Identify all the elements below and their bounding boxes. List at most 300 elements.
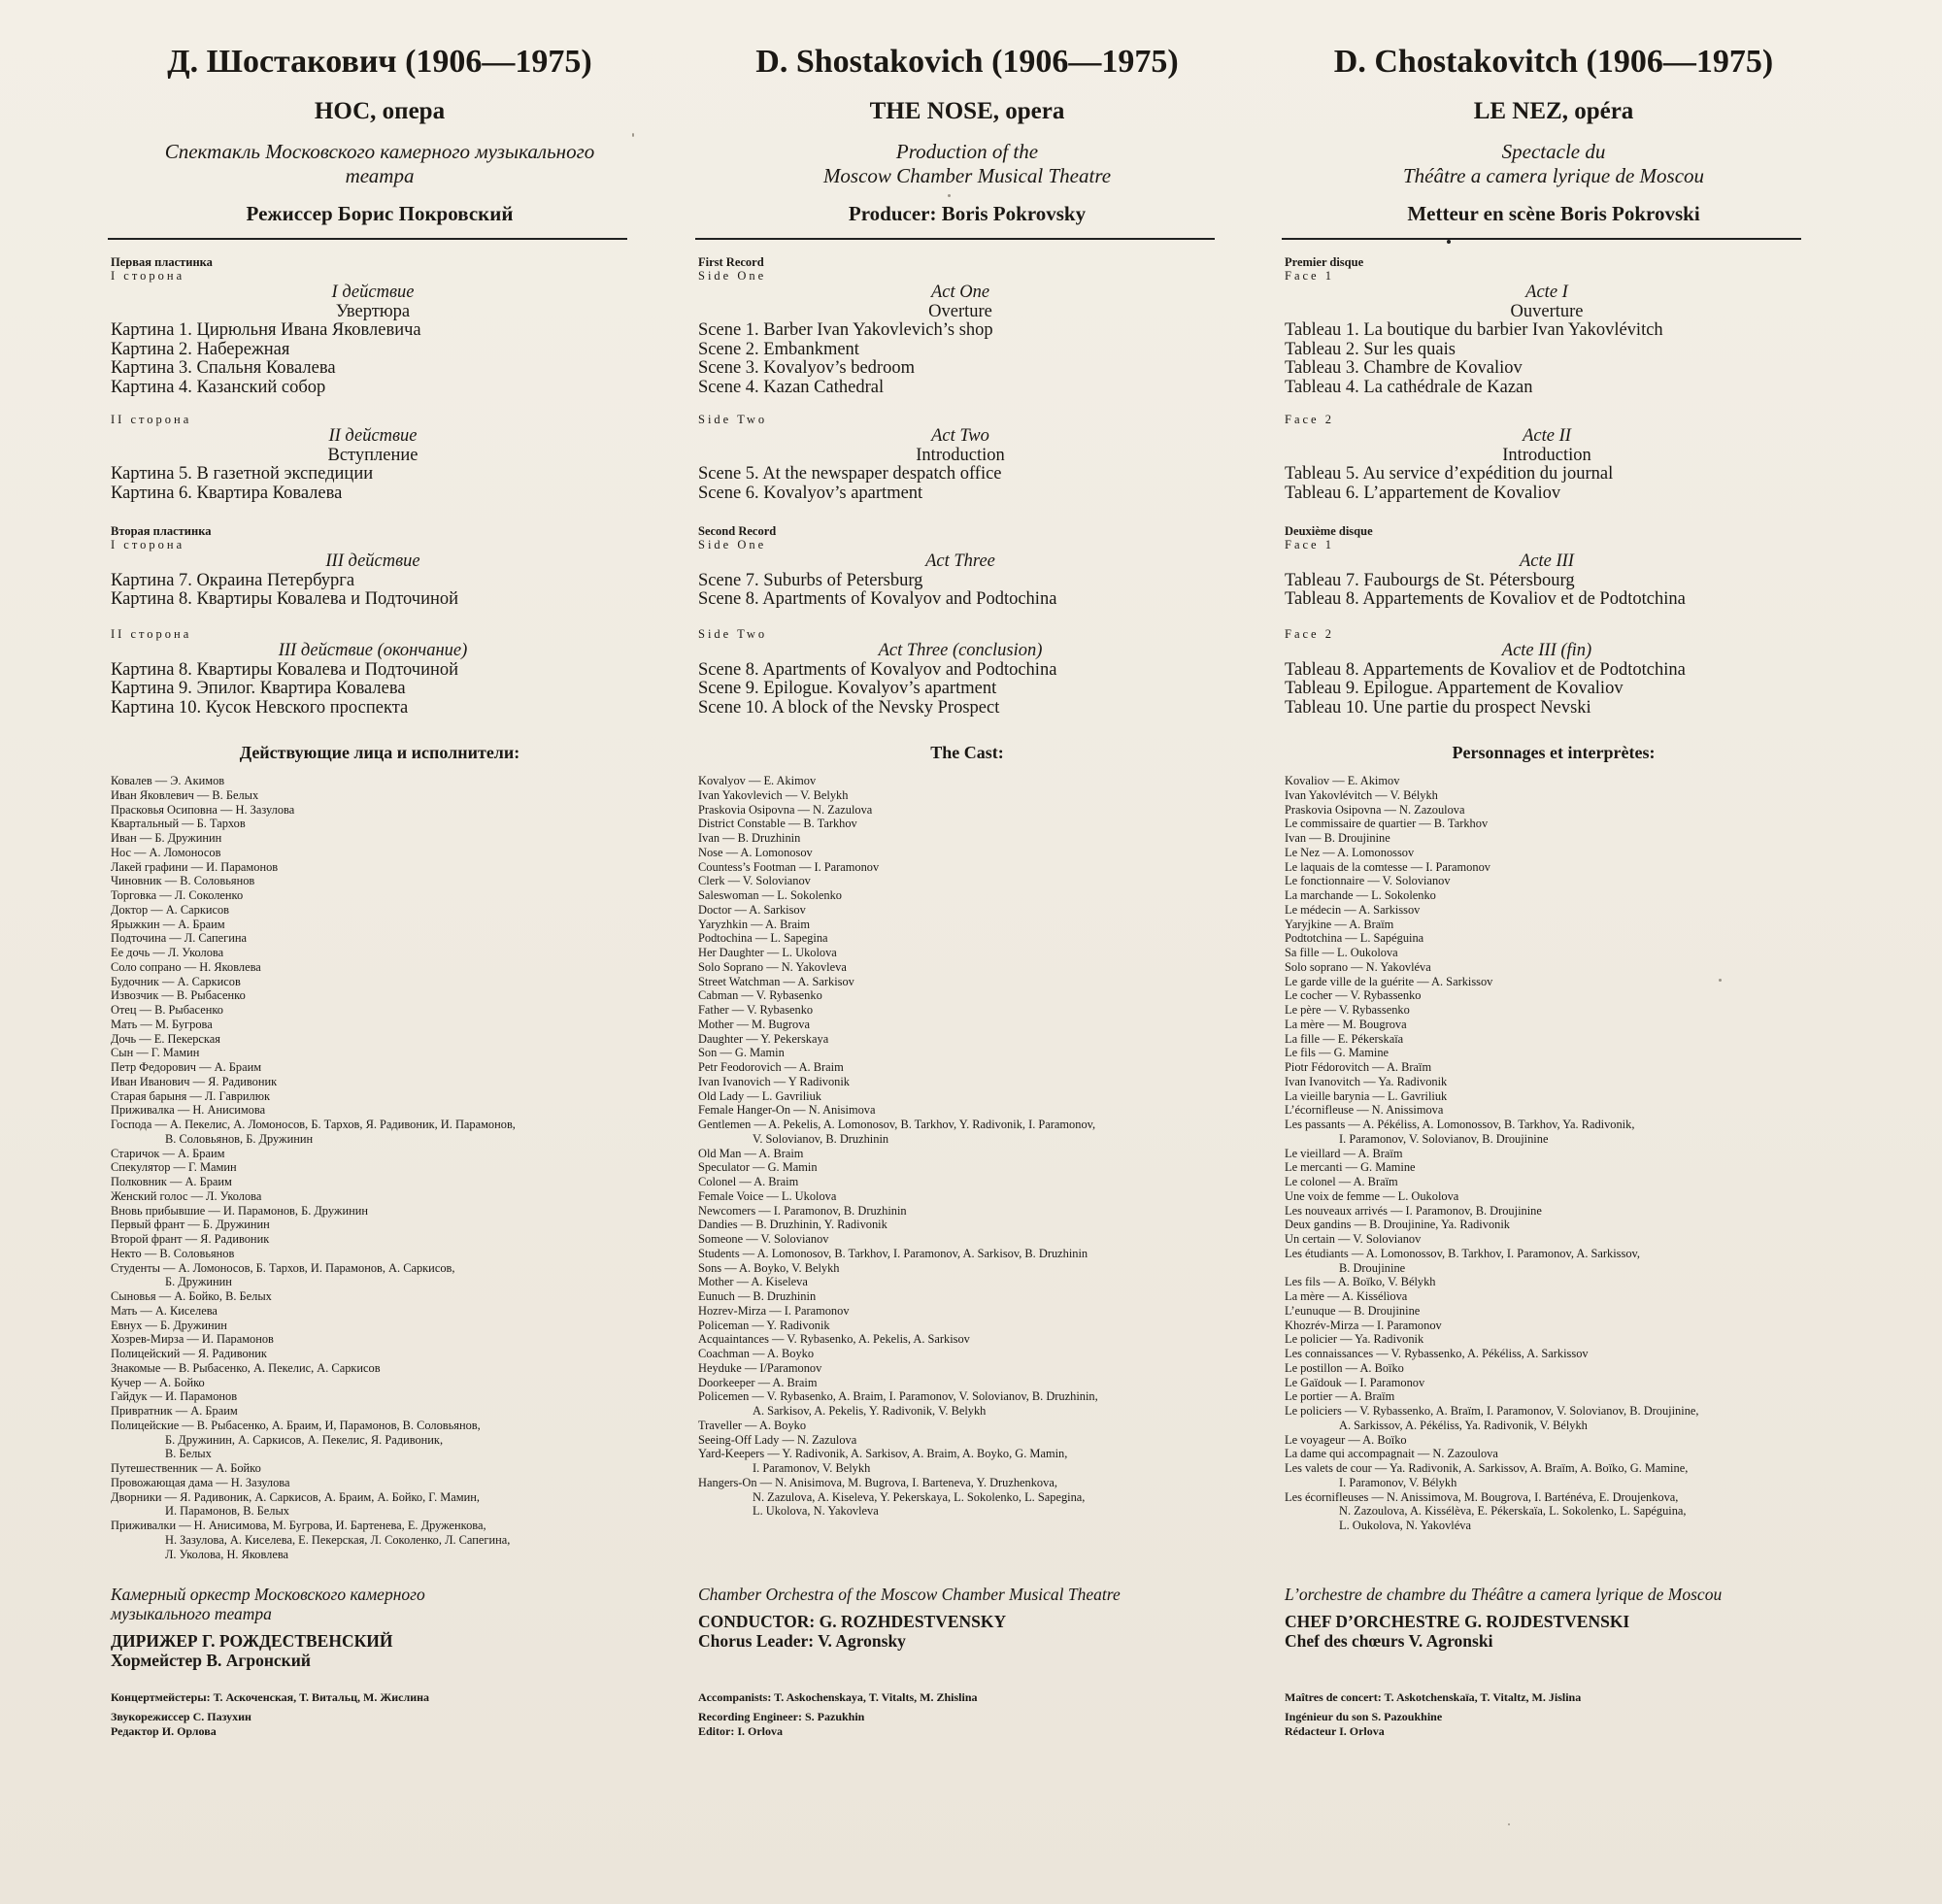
cast-entry: Sons — A. Boyko, V. Belykh	[698, 1260, 840, 1275]
cast-entry: Les connaissances — V. Rybassenko, A. Pékéliss, A. Sarkissov	[1285, 1347, 1589, 1360]
cast-entry: Students — A. Lomonosov, B. Tarkhov, I. Paramonov, A. Sarkisov, B. Druzhinin	[698, 1246, 1088, 1260]
cast-entry: Gentlemen — A. Pekelis, A. Lomonosov, B. Tarkhov, Y. Radivonik, I. Paramonov,	[698, 1118, 1096, 1131]
production-line: театра	[345, 164, 415, 187]
act-title: III действие	[325, 551, 420, 571]
cast-entry: Le colonel — A. Braïm	[1285, 1175, 1398, 1188]
cast-entry: Father — V. Rybasenko	[698, 1003, 814, 1017]
scene-list	[698, 661, 1222, 718]
record-two-side-two	[1285, 627, 1809, 718]
side-label: I сторона	[111, 538, 185, 551]
side-label: II сторона	[111, 627, 192, 641]
scene-entry: Картина 6. Квартира Ковалева	[111, 483, 343, 503]
cast-entry-continuation: В. Белых	[165, 1447, 212, 1461]
scene-entry: Scene 8. Apartments of Kovalyov and Podtochina	[698, 659, 1057, 680]
composer-heading: D. Chostakovitch (1906—1975)	[1333, 44, 1774, 80]
paper-speck	[1508, 1823, 1510, 1825]
cast-entry-continuation: V. Solovianov, B. Druzhinin	[753, 1131, 889, 1146]
scene-entry: Картина 7. Окраина Петербурга	[111, 570, 355, 590]
scene-entry: Tableau 6. L’appartement de Kovaliov	[1285, 483, 1561, 503]
record-one-side-one	[698, 255, 1222, 398]
cast-list	[111, 774, 654, 1561]
director-credit: Metteur en scène Boris Pokrovski	[1407, 202, 1700, 225]
orchestra-credits	[111, 1585, 654, 1670]
side-label: Side One	[698, 538, 767, 551]
cast-entry: Daughter — Y. Pekerskaya	[698, 1031, 829, 1046]
cast-entry: Eunuch — B. Druzhinin	[698, 1289, 817, 1303]
paper-speck	[1719, 979, 1722, 982]
act-subtitle: Introduction	[916, 445, 1005, 465]
scene-entry: Tableau 1. La boutique du barbier Ivan Yakovlévitch	[1285, 320, 1663, 341]
cast-heading: The Cast:	[930, 743, 1004, 762]
engineer-credit: Звукорежиссер С. Пазухин	[111, 1710, 251, 1723]
cast-entry: Второй франт — Я. Радивоник	[111, 1232, 270, 1246]
orchestra-name	[698, 1585, 1242, 1604]
cast-entry: Mother — A. Kiseleva	[698, 1275, 808, 1289]
cast-entry: District Constable — B. Tarkhov	[698, 817, 857, 831]
cast-entry: Дворники — Я. Радивоник, А. Саркисов, А. Браим, А. Бойко, Г. Мамин,	[111, 1489, 480, 1504]
scene-list	[111, 572, 635, 610]
act-subtitle: Introduction	[1502, 445, 1591, 465]
cast-entry: Будочник — А. Саркисов	[111, 974, 241, 988]
cast-entry: L’écornifleuse — N. Anissimova	[1285, 1103, 1444, 1118]
orchestra-line: Chamber Orchestra of the Moscow Chamber Musical Theatre	[698, 1585, 1121, 1604]
scene-entry: Tableau 9. Epilogue. Appartement de Kovaliov	[1285, 679, 1624, 699]
opera-title: НОС, опера	[314, 98, 446, 124]
scene-entry: Scene 3. Kovalyov’s bedroom	[698, 358, 915, 379]
cast-entry: Heyduke — I/Paramonov	[698, 1360, 822, 1375]
cast-entry: Мать — А. Киселева	[111, 1303, 218, 1318]
scene-entry: Картина 5. В газетной экспедиции	[111, 464, 374, 484]
cast-entry: Ivan — B. Druzhinin	[698, 831, 801, 845]
scene-entry: Tableau 10. Une partie du prospect Nevski	[1285, 697, 1591, 718]
cast-entry: Le postillon — A. Boïko	[1285, 1360, 1404, 1375]
record-label: Premier disque	[1285, 255, 1364, 269]
cast-entry: Ivan Ivanovich — Y Radivonik	[698, 1074, 850, 1088]
cast-entry-continuation: В. Соловьянов, Б. Дружинин	[165, 1131, 314, 1146]
cast-entry: Женский голос — Л. Уколова	[111, 1188, 262, 1203]
cast-heading: Действующие лица и исполнители:	[239, 743, 520, 762]
cast-entry: Le voyageur — A. Boïko	[1285, 1432, 1407, 1447]
cast-entry: Le laquais de la comtesse — I. Paramonov	[1285, 859, 1490, 874]
cast-entry: Speculator — G. Mamin	[698, 1160, 818, 1175]
cast-entry: Чиновник — В. Соловьянов	[111, 874, 255, 888]
cast-entry: La fille — E. Pékerskaïa	[1285, 1031, 1404, 1046]
side-label: Side Two	[698, 413, 768, 426]
act-title: Acte I	[1525, 283, 1568, 302]
scene-entry: Scene 4. Kazan Cathedral	[698, 377, 885, 397]
scene-entry: Tableau 3. Chambre de Kovaliov	[1285, 358, 1523, 379]
act-title: III действие (окончание)	[278, 641, 468, 660]
cast-entry: Colonel — A. Braim	[698, 1175, 799, 1188]
cast-entry: Les valets de cour — Ya. Radivonik, A. Sarkissov, A. Braïm, A. Boïko, G. Mamine,	[1285, 1461, 1689, 1475]
cast-entry: Евнух — Б. Дружинин	[111, 1318, 227, 1332]
technical-credits	[1285, 1690, 1828, 1739]
scene-list	[111, 465, 635, 503]
scene-entry: Scene 1. Barber Ivan Yakovlevich’s shop	[698, 320, 993, 341]
composer-heading: Д. Шостакович (1906—1975)	[167, 44, 592, 80]
scene-entry: Scene 6. Kovalyov’s apartment	[698, 483, 923, 503]
cast-entry: Отец — В. Рыбасенко	[111, 1003, 223, 1017]
production-line: Théâtre a camera lyrique de Moscou	[1402, 164, 1705, 187]
cast-entry: Le policier — Ya. Radivonik	[1285, 1332, 1424, 1347]
paper-speck	[632, 133, 634, 137]
cast-entry: Иван Яковлевич — В. Белых	[111, 787, 259, 802]
record-two-side-two	[111, 627, 635, 718]
scene-list	[111, 661, 635, 718]
side-label: Face 1	[1285, 269, 1334, 283]
cast-entry-continuation: Б. Дружинин	[165, 1275, 232, 1289]
cast-entry: Дочь — Е. Пекерская	[111, 1031, 220, 1046]
cast-entry: Ivan — B. Droujinine	[1285, 831, 1390, 845]
cast-list	[1285, 774, 1828, 1533]
editor-credit: Редактор И. Орлова	[111, 1724, 217, 1738]
cast-entry: Le Nez — A. Lomonossov	[1285, 845, 1415, 859]
cast-entry: L’eunuque — B. Droujinine	[1285, 1303, 1421, 1318]
cast-entry: Doorkeeper — A. Braim	[698, 1375, 818, 1389]
record-one-side-one	[1285, 255, 1809, 398]
record-two-side-one	[698, 524, 1222, 610]
cast-entry: Извозчик — В. Рыбасенко	[111, 988, 246, 1003]
technical-credits	[111, 1690, 654, 1739]
orchestra-name	[1285, 1585, 1828, 1604]
record-label: Вторая пластинка	[111, 524, 212, 538]
cast-entry: Les étudiants — A. Lomonossov, B. Tarkhov, I. Paramonov, A. Sarkissov,	[1285, 1246, 1641, 1260]
cast-entry: Nose — A. Lomonosov	[698, 845, 813, 859]
cast-entry: Полковник — А. Браим	[111, 1175, 232, 1188]
cast-entry-continuation: L. Ukolova, N. Yakovleva	[753, 1504, 879, 1519]
act-subtitle: Увертюра	[335, 301, 411, 321]
cast-entry: Old Lady — L. Gavriliuk	[698, 1088, 821, 1103]
cast-entry: Мать — М. Бугрова	[111, 1017, 213, 1031]
scene-entry: Картина 8. Квартиры Ковалева и Подточиной	[111, 589, 459, 610]
cast-entry: Old Man — A. Braim	[698, 1146, 804, 1160]
cast-entry: Une voix de femme — L. Oukolova	[1285, 1188, 1459, 1203]
cast-entry: Deux gandins — B. Droujinine, Ya. Radivonik	[1285, 1218, 1510, 1232]
record-two-side-one	[111, 524, 635, 610]
scene-list	[1285, 321, 1809, 397]
scene-entry: Картина 3. Спальня Ковалева	[111, 358, 336, 379]
scene-list	[698, 572, 1222, 610]
cast-entry: Sa fille — L. Oukolova	[1285, 946, 1398, 959]
cast-entry: Street Watchman — A. Sarkisov	[698, 974, 854, 988]
accompanists-credit: Accompanists: T. Askochenskaya, T. Vitalts, M. Zhislina	[698, 1690, 978, 1704]
scene-entry: Картина 9. Эпилог. Квартира Ковалева	[111, 679, 406, 699]
cast-entry: Ковалев — Э. Акимов	[111, 774, 225, 787]
record-two-side-one	[1285, 524, 1809, 610]
record-two-side-two	[698, 627, 1222, 718]
cast-entry-continuation: N. Zazulova, A. Kiseleva, Y. Pekerskaya, L. Sokolenko, L. Sapegina,	[753, 1489, 1086, 1504]
scene-entry: Tableau 5. Au service d’expédition du journal	[1285, 464, 1614, 484]
engineer-credit: Ingénieur du son S. Pazoukhine	[1285, 1710, 1443, 1723]
cast-entry: Первый франт — Б. Дружинин	[111, 1218, 270, 1232]
column-french	[1282, 0, 1825, 1904]
conductor-credit: CHEF D’ORCHESTRE G. ROJDESTVENSKI	[1285, 1612, 1630, 1631]
cast-entry: Полицейские — В. Рыбасенко, А. Браим, И, Парамонов, В. Соловьянов,	[111, 1418, 481, 1432]
cast-entry: Praskovia Osipovna — N. Zazulova	[698, 802, 873, 817]
side-label: Side Two	[698, 627, 768, 641]
cast-entry: Le fonctionnaire — V. Solovianov	[1285, 874, 1451, 888]
scene-list	[1285, 661, 1809, 718]
cast-entry: Acquaintances — V. Rybasenko, A. Pekelis, A. Sarkisov	[698, 1332, 970, 1347]
act-title: Act Two	[931, 426, 989, 446]
column-russian	[108, 0, 652, 1904]
production-note	[695, 140, 1239, 188]
cast-entry: Someone — V. Solovianov	[698, 1232, 829, 1246]
cast-entry-continuation: N. Zazoulova, A. Kissélèva, E. Pékerskaïa, L. Sokolenko, L. Sapéguina,	[1339, 1504, 1687, 1519]
accompanists-credit: Концертмейстеры: Т. Аскоченская, Т. Витальц, М. Жислина	[111, 1690, 430, 1704]
cast-entry: Hangers-On — N. Anisimova, M. Bugrova, I. Barteneva, Y. Druzhenkova,	[698, 1475, 1057, 1489]
orchestra-name	[111, 1585, 654, 1623]
cast-entry: Полицейский — Я. Радивоник	[111, 1347, 267, 1360]
cast-entry: Le mercanti — G. Mamine	[1285, 1160, 1416, 1175]
orchestra-credits	[1285, 1585, 1828, 1651]
cast-entry: Ярыжкин — А. Браим	[111, 917, 225, 931]
cast-entry: Le commissaire de quartier — B. Tarkhov	[1285, 817, 1489, 831]
record-one-side-one	[111, 255, 635, 398]
cast-entry: Piotr Fédorovitch — A. Braïm	[1285, 1060, 1432, 1074]
cast-entry: Le policiers — V. Rybassenko, A. Braïm, I. Paramonov, V. Solovianov, B. Droujinine,	[1285, 1404, 1699, 1418]
cast-entry: Приживалки — Н. Анисимова, М. Бугрова, И. Бартенева, Е. Друженкова,	[111, 1519, 486, 1532]
cast-entry: La vieille barynia — L. Gavriliuk	[1285, 1088, 1448, 1103]
cast-entry: Привратник — А. Браим	[111, 1404, 238, 1418]
divider-rule	[1282, 238, 1801, 240]
act-title: Act Three	[925, 551, 995, 571]
cast-entry: Female Voice — L. Ukolova	[698, 1188, 837, 1203]
side-label: Side One	[698, 269, 767, 283]
scene-list	[698, 321, 1222, 397]
side-label: I сторона	[111, 269, 185, 283]
cast-entry: Знакомые — В. Рыбасенко, А. Пекелис, А. Саркисов	[111, 1360, 381, 1375]
divider-rule	[695, 238, 1215, 240]
scene-entry: Картина 10. Кусок Невского проспекта	[111, 697, 409, 718]
cast-entry: La dame qui accompagnait — N. Zazoulova	[1285, 1447, 1498, 1461]
act-title: Acte III (fin)	[1501, 641, 1592, 660]
cast-entry: Khozrév-Mirza — I. Paramonov	[1285, 1318, 1442, 1332]
cast-entry: Ее дочь — Л. Уколова	[111, 946, 224, 959]
cast-entry: Гайдук — И. Парамонов	[111, 1389, 238, 1404]
scene-entry: Картина 2. Набережная	[111, 339, 290, 359]
director-credit: Режиссер Борис Покровский	[246, 202, 514, 225]
cast-entry: Студенты — А. Ломоносов, Б. Тархов, И. Парамонов, А. Саркисов,	[111, 1260, 455, 1275]
cast-entry-continuation: L. Oukolova, N. Yakovléva	[1339, 1519, 1471, 1532]
record-label: Первая пластинка	[111, 255, 213, 269]
cast-entry: Прасковья Осиповна — Н. Зазулова	[111, 802, 295, 817]
scene-list	[1285, 465, 1809, 503]
cast-heading: Personnages et interprètes:	[1452, 743, 1656, 762]
cast-entry: Торговка — Л. Соколенко	[111, 888, 244, 902]
act-title: II действие	[328, 426, 418, 446]
production-line: Moscow Chamber Musical Theatre	[822, 164, 1112, 187]
cast-entry: Policemen — V. Rybasenko, A. Braim, I. Paramonov, V. Solovianov, B. Druzhinin,	[698, 1389, 1098, 1404]
cast-entry: Приживалка — Н. Анисимова	[111, 1103, 266, 1118]
record-label: First Record	[698, 255, 764, 269]
cast-entry-continuation: I. Paramonov, V. Bélykh	[1339, 1475, 1457, 1489]
cast-entry: Сын — Г. Мамин	[111, 1046, 200, 1060]
record-one-side-two	[111, 413, 635, 503]
cast-entry: Podtochina — L. Sapegina	[698, 931, 828, 946]
cast-entry: Doctor — A. Sarkisov	[698, 902, 806, 917]
cast-entry: Провожающая дама — Н. Зазулова	[111, 1475, 290, 1489]
divider-rule	[108, 238, 627, 240]
cast-entry: Les écornifleuses — N. Anissimova, M. Bougrova, I. Barténéva, E. Droujenkova,	[1285, 1489, 1679, 1504]
scene-entry: Tableau 2. Sur les quais	[1285, 339, 1456, 359]
cast-entry: Хозрев-Мирза — И. Парамонов	[111, 1332, 274, 1347]
cast-entry: Ivan Ivanovitch — Ya. Radivonik	[1285, 1074, 1448, 1088]
cast-entry: Соло сопрано — Н. Яковлева	[111, 959, 261, 974]
cast-entry: Нос — А. Ломоносов	[111, 845, 221, 859]
orchestra-line: Камерный оркестр Московского камерного	[111, 1585, 425, 1604]
cast-entry: Seeing-Off Lady — N. Zazulova	[698, 1432, 857, 1447]
act-title: Act Three (conclusion)	[878, 641, 1043, 660]
cast-entry: Le père — V. Rybassenko	[1285, 1003, 1410, 1017]
cast-entry: Подточина — Л. Сапегина	[111, 931, 247, 946]
record-label: Deuxième disque	[1285, 524, 1373, 538]
record-one-side-two	[698, 413, 1222, 503]
cast-entry: Countess’s Footman — I. Paramonov	[698, 859, 880, 874]
chorus-credit: Chef des chœurs V. Agronski	[1285, 1631, 1493, 1651]
cast-entry: Solo Soprano — N. Yakovleva	[698, 959, 847, 974]
opera-title: THE NOSE, opera	[869, 98, 1065, 124]
cast-entry: Yard-Keepers — Y. Radivonik, A. Sarkisov, A. Braim, A. Boyko, G. Mamin,	[698, 1447, 1068, 1461]
cast-entry-continuation: Б. Дружинин, А. Саркисов, А. Пекелис, Я. Радивоник,	[165, 1432, 444, 1447]
cast-entry: Podtotchina — L. Sapéguina	[1285, 931, 1424, 946]
cast-entry-continuation: И. Парамонов, В. Белых	[165, 1504, 289, 1519]
scene-list	[1285, 572, 1809, 610]
scene-entry: Scene 9. Epilogue. Kovalyov’s apartment	[698, 679, 997, 699]
cast-entry-continuation: A. Sarkisov, A. Pekelis, Y. Radivonik, V. Belykh	[753, 1404, 987, 1418]
cast-entry: Solo soprano — N. Yakovléva	[1285, 959, 1431, 974]
cast-entry: Сыновья — А. Бойко, В. Белых	[111, 1289, 272, 1303]
cast-entry-continuation: Л. Уколова, Н. Яковлева	[165, 1547, 289, 1561]
production-note	[108, 140, 652, 188]
editor-credit: Rédacteur I. Orlova	[1285, 1724, 1385, 1738]
technical-credits	[698, 1690, 1242, 1739]
cast-entry: Иван — Б. Дружинин	[111, 831, 222, 845]
cast-entry: Yaryzhkin — A. Braim	[698, 917, 811, 931]
act-title: Act One	[930, 283, 990, 302]
act-title: Acte II	[1523, 426, 1571, 446]
orchestra-line: музыкального театра	[111, 1604, 272, 1623]
production-note	[1282, 140, 1825, 188]
cast-entry-continuation: Н. Зазулова, А. Киселева, Е. Пекерская, Л. Соколенко, Л. Сапегина,	[165, 1532, 511, 1547]
cast-list	[698, 774, 1242, 1519]
cast-entry: Dandies — B. Druzhinin, Y. Radivonik	[698, 1218, 887, 1232]
paper-speck	[1447, 240, 1451, 244]
cast-entry: Господа — А. Пекелис, А. Ломоносов, Б. Тархов, Я. Радивоник, И. Парамонов,	[111, 1118, 516, 1131]
cast-entry: Доктор — А. Саркисов	[111, 902, 230, 917]
side-label: Face 2	[1285, 627, 1334, 641]
scene-entry: Scene 5. At the newspaper despatch office	[698, 464, 1002, 484]
editor-credit: Editor: I. Orlova	[698, 1724, 783, 1738]
cast-entry: La marchande — L. Sokolenko	[1285, 888, 1436, 902]
scene-entry: Scene 8. Apartments of Kovalyov and Podtochina	[698, 589, 1057, 610]
scene-entry: Tableau 7. Faubourgs de St. Pétersbourg	[1285, 570, 1575, 590]
cast-entry: Saleswoman — L. Sokolenko	[698, 888, 842, 902]
cast-entry: Female Hanger-On — N. Anisimova	[698, 1103, 876, 1118]
scene-entry: Tableau 4. La cathédrale de Kazan	[1285, 377, 1533, 397]
composer-heading: D. Shostakovich (1906—1975)	[755, 44, 1179, 80]
cast-entry: Ivan Yakovlévitch — V. Bélykh	[1285, 787, 1438, 802]
cast-entry: Newcomers — I. Paramonov, B. Druzhinin	[698, 1203, 907, 1218]
cast-entry: Son — G. Mamin	[698, 1046, 785, 1060]
chorus-credit: Chorus Leader: V. Agronsky	[698, 1631, 906, 1651]
accompanists-credit: Maîtres de concert: T. Askotchenskaïa, T. Vitaltz, M. Jislina	[1285, 1690, 1582, 1704]
record-label: Second Record	[698, 524, 777, 538]
scene-entry: Картина 1. Цирюльня Ивана Яковлевича	[111, 320, 421, 341]
cast-entry-continuation: A. Sarkissov, A. Pékéliss, Ya. Radivonik, V. Bélykh	[1339, 1418, 1588, 1432]
opera-title: LE NEZ, opéra	[1473, 98, 1634, 124]
cast-entry: Иван Иванович — Я. Радивоник	[111, 1074, 278, 1088]
act-subtitle: Вступление	[327, 445, 419, 465]
production-line: Production of the	[895, 140, 1039, 163]
cast-entry: Les nouveaux arrivés — I. Paramonov, B. Droujinine	[1285, 1203, 1542, 1218]
cast-entry: Policeman — Y. Radivonik	[698, 1318, 830, 1332]
act-title: I действие	[331, 283, 415, 302]
column-english	[695, 0, 1239, 1904]
cast-entry: Старая барыня — Л. Гаврилюк	[111, 1088, 270, 1103]
scene-list	[698, 465, 1222, 503]
scene-entry: Scene 2. Embankment	[698, 339, 859, 359]
cast-entry: Некто — В. Соловьянов	[111, 1246, 235, 1260]
cast-entry: Квартальный — Б. Тархов	[111, 817, 246, 831]
cast-entry: Le portier — A. Braïm	[1285, 1389, 1395, 1404]
cast-entry: Kovalyov — E. Akimov	[698, 774, 817, 787]
cast-entry: Le Gaïdouk — I. Paramonov	[1285, 1375, 1425, 1389]
scene-entry: Scene 10. A block of the Nevsky Prospect	[698, 697, 1000, 718]
act-subtitle: Overture	[928, 301, 992, 321]
scene-entry: Картина 4. Казанский собор	[111, 377, 326, 397]
cast-entry: Petr Feodorovich — A. Braim	[698, 1060, 844, 1074]
cast-entry: Путешественник — А. Бойко	[111, 1461, 261, 1475]
cast-entry: Clerk — V. Solovianov	[698, 874, 811, 888]
scene-entry: Tableau 8. Appartements de Kovaliov et de Podtotchina	[1285, 659, 1686, 680]
cast-entry: Ivan Yakovlevich — V. Belykh	[698, 787, 849, 802]
cast-entry-continuation: I. Paramonov, V. Solovianov, B. Droujinine	[1339, 1131, 1549, 1146]
cast-entry: Старичок — А. Браим	[111, 1146, 225, 1160]
cast-entry-continuation: I. Paramonov, V. Belykh	[753, 1461, 871, 1475]
side-label: Face 1	[1285, 538, 1334, 551]
cast-entry: Traveller — A. Boyko	[698, 1418, 807, 1432]
cast-entry: Her Daughter — L. Ukolova	[698, 946, 837, 959]
cast-entry: Le médecin — A. Sarkissov	[1285, 902, 1421, 917]
cast-entry: Лакей графини — И. Парамонов	[111, 859, 279, 874]
cast-entry: Un certain — V. Solovianov	[1285, 1232, 1422, 1246]
cast-entry: Les passants — A. Pékéliss, A. Lomonossov, B. Tarkhov, Ya. Radivonik,	[1285, 1118, 1635, 1131]
orchestra-credits	[698, 1585, 1242, 1651]
cast-entry: La mère — M. Bougrova	[1285, 1017, 1407, 1031]
side-label: Face 2	[1285, 413, 1334, 426]
cast-entry: Les fils — A. Boïko, V. Bélykh	[1285, 1275, 1436, 1289]
act-subtitle: Ouverture	[1510, 301, 1584, 321]
cast-entry: Кучер — А. Бойко	[111, 1375, 205, 1389]
scene-list	[111, 321, 635, 397]
cast-entry: Le fils — G. Mamine	[1285, 1046, 1390, 1060]
act-title: Acte III	[1520, 551, 1574, 571]
cast-entry: Le garde ville de la guérite — A. Sarkissov	[1285, 974, 1493, 988]
cast-entry: Cabman — V. Rybasenko	[698, 988, 822, 1003]
orchestra-line: L’orchestre de chambre du Théâtre a camera lyrique de Moscou	[1285, 1585, 1723, 1604]
cast-entry: Петр Федорович — А. Браим	[111, 1060, 262, 1074]
cast-entry: Yaryjkine — A. Braïm	[1285, 917, 1394, 931]
production-line: Spectacle du	[1501, 140, 1606, 163]
record-one-side-two	[1285, 413, 1809, 503]
cast-entry-continuation: B. Droujinine	[1339, 1260, 1406, 1275]
side-label: II сторона	[111, 413, 192, 426]
scene-entry: Scene 7. Suburbs of Petersburg	[698, 570, 923, 590]
scene-entry: Tableau 8. Appartements de Kovaliov et de Podtotchina	[1285, 589, 1686, 610]
conductor-credit: ДИРИЖЕР Г. РОЖДЕСТВЕНСКИЙ	[111, 1631, 393, 1651]
conductor-credit: CONDUCTOR: G. ROZHDESTVENSKY	[698, 1612, 1007, 1631]
